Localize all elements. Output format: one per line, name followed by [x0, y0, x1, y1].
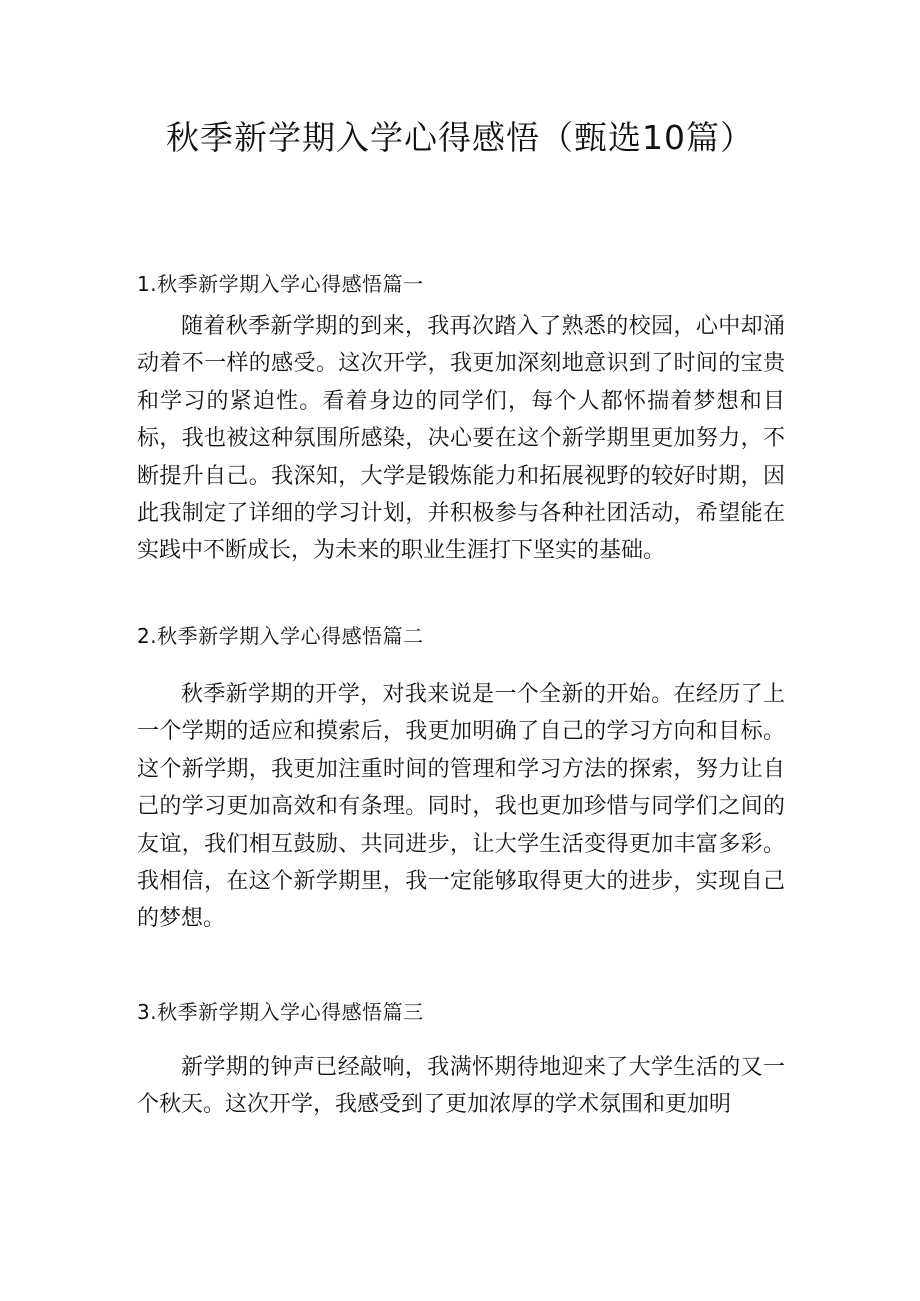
- section-body-2: 秋季新学期的开学，对我来说是一个全新的开始。在经历了上一个学期的适应和摸索后，我更加明确了自己的学习方向和目标。这个新学期，我更加注重时间的管理和学习方法的探索，努力让自己的学习更加高效和有条理。同时，我也更加珍惜与同学们之间的友谊，我们相互鼓励、共同进步，让大学生活变得更加丰富多彩。我相信，在这个新学期里，我一定能够取得更大的进步，实现自己的梦想。: [137, 682, 785, 932]
- section-heading-3: 3.秋季新学期入学心得感悟篇三: [137, 1000, 424, 1024]
- section-heading-2: 2.秋季新学期入学心得感悟篇二: [137, 624, 424, 648]
- section-heading-1: 1.秋季新学期入学心得感悟篇一: [137, 272, 424, 296]
- document-title: 秋季新学期入学心得感悟（甄选10篇）: [166, 118, 754, 157]
- section-body-1: 随着秋季新学期的到来，我再次踏入了熟悉的校园，心中却涌动着不一样的感受。这次开学，我更加深刻地意识到了时间的宝贵和学习的紧迫性。看着身边的同学们，每个人都怀揣着梦想和目标，我也被这种氛围所感染，决心要在这个新学期里更加努力，不断提升自己。我深知，大学是锻炼能力和拓展视野的较好时期，因此我制定了详细的学习计划，并积极参与各种社团活动，希望能在实践中不断成长，为未来的职业生涯打下坚实的基础。: [137, 314, 785, 564]
- section-body-3: 新学期的钟声已经敲响，我满怀期待地迎来了大学生活的又一个秋天。这次开学，我感受到了更加浓厚的学术氛围和更加明: [137, 1055, 785, 1118]
